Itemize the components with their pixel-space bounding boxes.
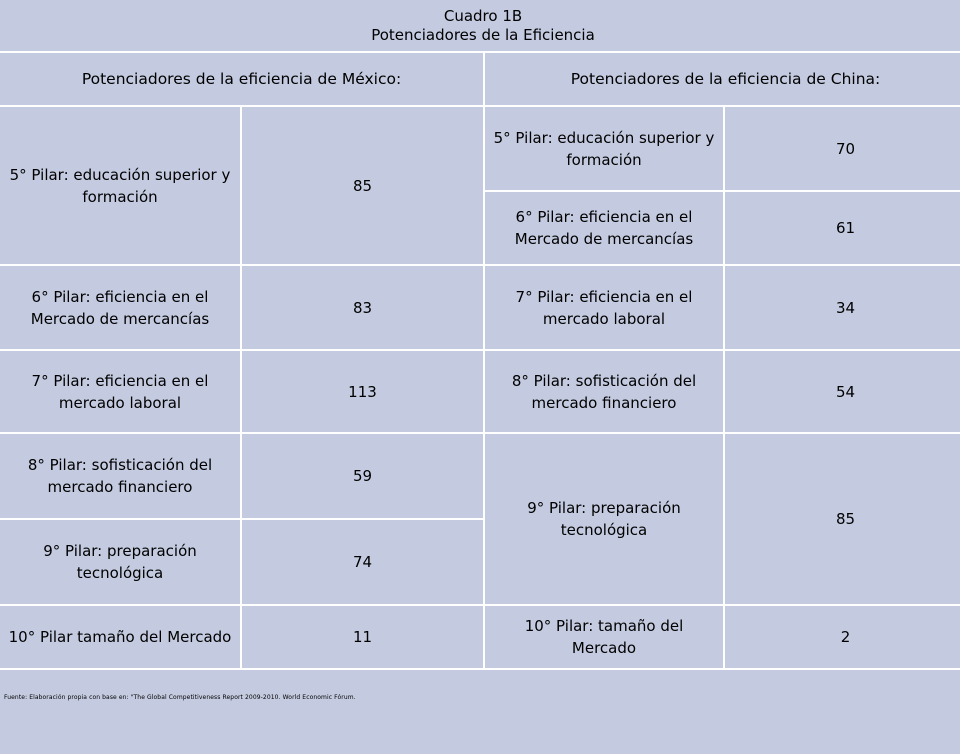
header-china: Potenciadores de la eficiencia de China: [485, 53, 960, 105]
china-value-9: 85 [725, 434, 960, 604]
mexico-value-6: 83 [242, 266, 483, 349]
footer [0, 670, 960, 754]
mexico-pillar-9: 9° Pilar: preparación tecnológica [0, 520, 240, 604]
china-pillar-8: 8° Pilar: sofisticación del mercado financiero [485, 351, 723, 432]
china-value-5: 70 [725, 107, 960, 190]
header-mexico: Potenciadores de la eficiencia de México: [0, 53, 483, 105]
mexico-value-5: 85 [242, 107, 483, 264]
mexico-pillar-6: 6° Pilar: eficiencia en el Mercado de mercancías [0, 266, 240, 349]
china-pillar-7: 7° Pilar: eficiencia en el mercado laboral [485, 266, 723, 349]
mexico-pillar-5: 5° Pilar: educación superior y formación [0, 107, 240, 264]
mexico-value-7: 113 [242, 351, 483, 432]
china-pillar-10: 10° Pilar: tamaño del Mercado [485, 606, 723, 668]
title-line-2: Potenciadores de la Eficiencia [371, 25, 595, 44]
mexico-value-9: 74 [242, 520, 483, 604]
title-line-1: Cuadro 1B [443, 6, 523, 25]
mexico-pillar-10: 10° Pilar tamaño del Mercado [0, 606, 240, 668]
china-pillar-9: 9° Pilar: preparación tecnológica [485, 434, 723, 604]
mexico-value-10: 11 [242, 606, 483, 668]
china-value-10: 2 [725, 606, 960, 668]
china-pillar-5: 5° Pilar: educación superior y formación [485, 107, 723, 190]
source-note: Fuente: Elaboración propia con base en: "The Global Competitiveness Report 2009-2010. World Economic Fórum. [4, 694, 356, 701]
china-value-7: 34 [725, 266, 960, 349]
mexico-pillar-8: 8° Pilar: sofisticación del mercado financiero [0, 434, 240, 518]
mexico-value-8: 59 [242, 434, 483, 518]
china-value-8: 54 [725, 351, 960, 432]
table-title [0, 0, 960, 51]
china-value-6: 61 [725, 192, 960, 264]
china-pillar-6: 6° Pilar: eficiencia en el Mercado de mercancías [485, 192, 723, 264]
mexico-pillar-7: 7° Pilar: eficiencia en el mercado laboral [0, 351, 240, 432]
